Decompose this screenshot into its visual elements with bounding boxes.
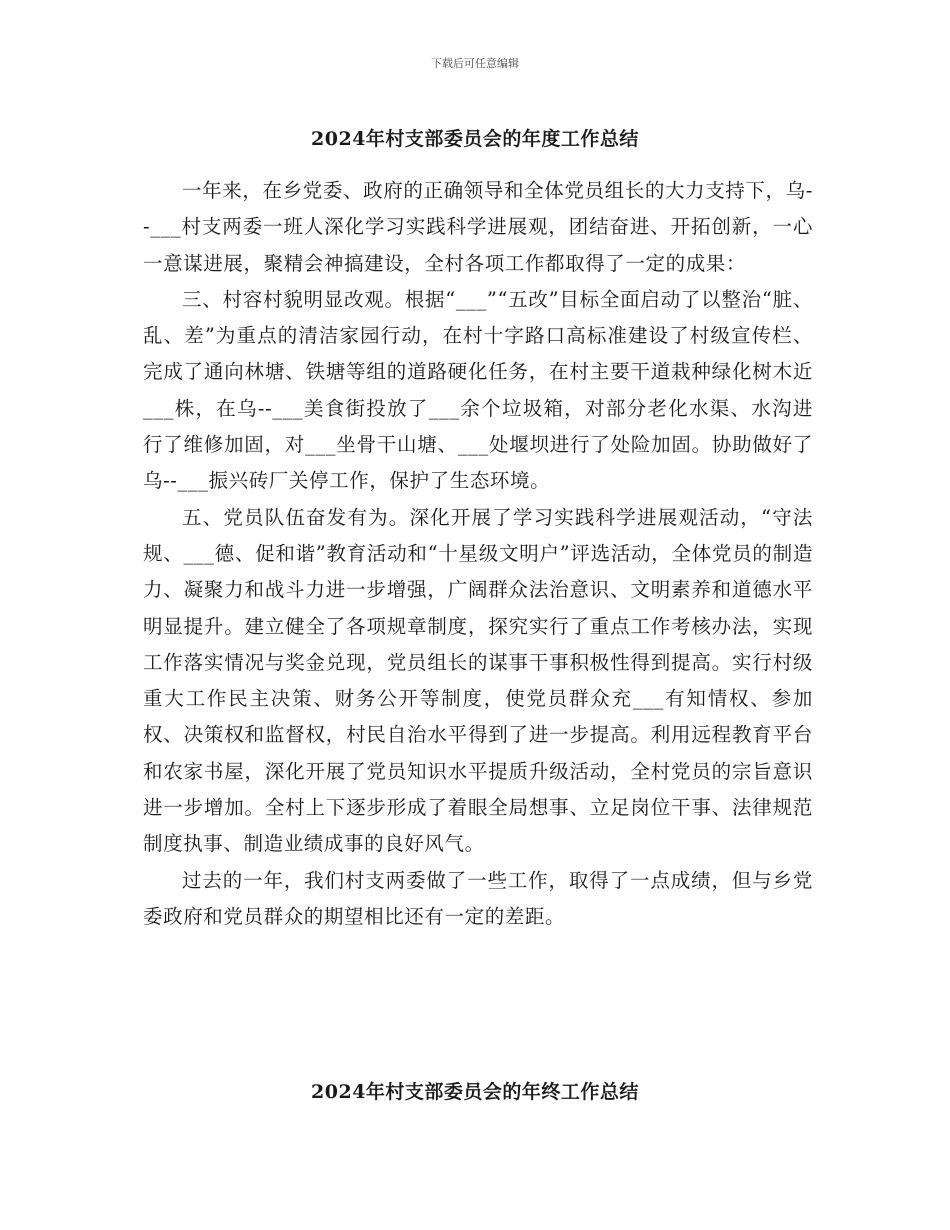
paragraph-conclusion: 过去的一年，我们村支两委做了一些工作，取得了一点成绩，但与乡党委政府和党员群众的期望相比还有一定的差距。 [143, 868, 813, 928]
header-note: 下载后可任意编辑 [431, 57, 519, 70]
paragraph-intro: 一年来，在乡党委、政府的正确领导和全体党员组长的大力支持下，乌--___村支两委一班人深化学习实践科学进展观，团结奋进、开拓创新，一心一意谋进展，聚精会神搞建设，全村各项工作都取得了一定的成果： [143, 179, 813, 275]
document-title: 2024年村支部委员会的年度工作总结 [311, 128, 639, 150]
second-document-title: 2024年村支部委员会的年终工作总结 [311, 1081, 639, 1103]
paragraph-village-appearance: 三、村容村貌明显改观。根据“___”“五改”目标全面启动了以整治“脏、乱、差”为重点的清洁家园行动，在村十字路口高标准建设了村级宣传栏、完成了通向林塘、铁塘等组的道路硬化任务，在村主要干道栽种绿化树木近___株，在乌--___美食街投放了___余个垃圾箱，对部分老化水渠、水沟进行了维修加固，对___坐骨干山塘、___处堰坝进行了处险加固。协助做好了乌--___振兴砖厂关停工作，保护了生态环境。 [143, 287, 813, 493]
document-body [143, 173, 813, 935]
paragraph-party-members: 五、党员队伍奋发有为。深化开展了学习实践科学进展观活动，“守法规、___德、促和谐”教育活动和“十星级文明户”评选活动，全体党员的制造力、凝聚力和战斗力进一步增强，广阔群众法治意识、文明素养和道德水平明显提升。建立健全了各项规章制度，探究实行了重点工作考核办法，实现工作落实情况与奖金兑现，党员组长的谋事干事积极性得到提高。实行村级重大工作民主决策、财务公开等制度，使党员群众充___有知情权、参加权、决策权和监督权，村民自治水平得到了进一步提高。利用远程教育平台和农家书屋，深化开展了党员知识水平提质升级活动，全村党员的宗旨意识进一步增加。全村上下逐步形成了着眼全局想事、立足岗位干事、法律规范制度执事、制造业绩成事的良好风气。 [143, 505, 813, 856]
